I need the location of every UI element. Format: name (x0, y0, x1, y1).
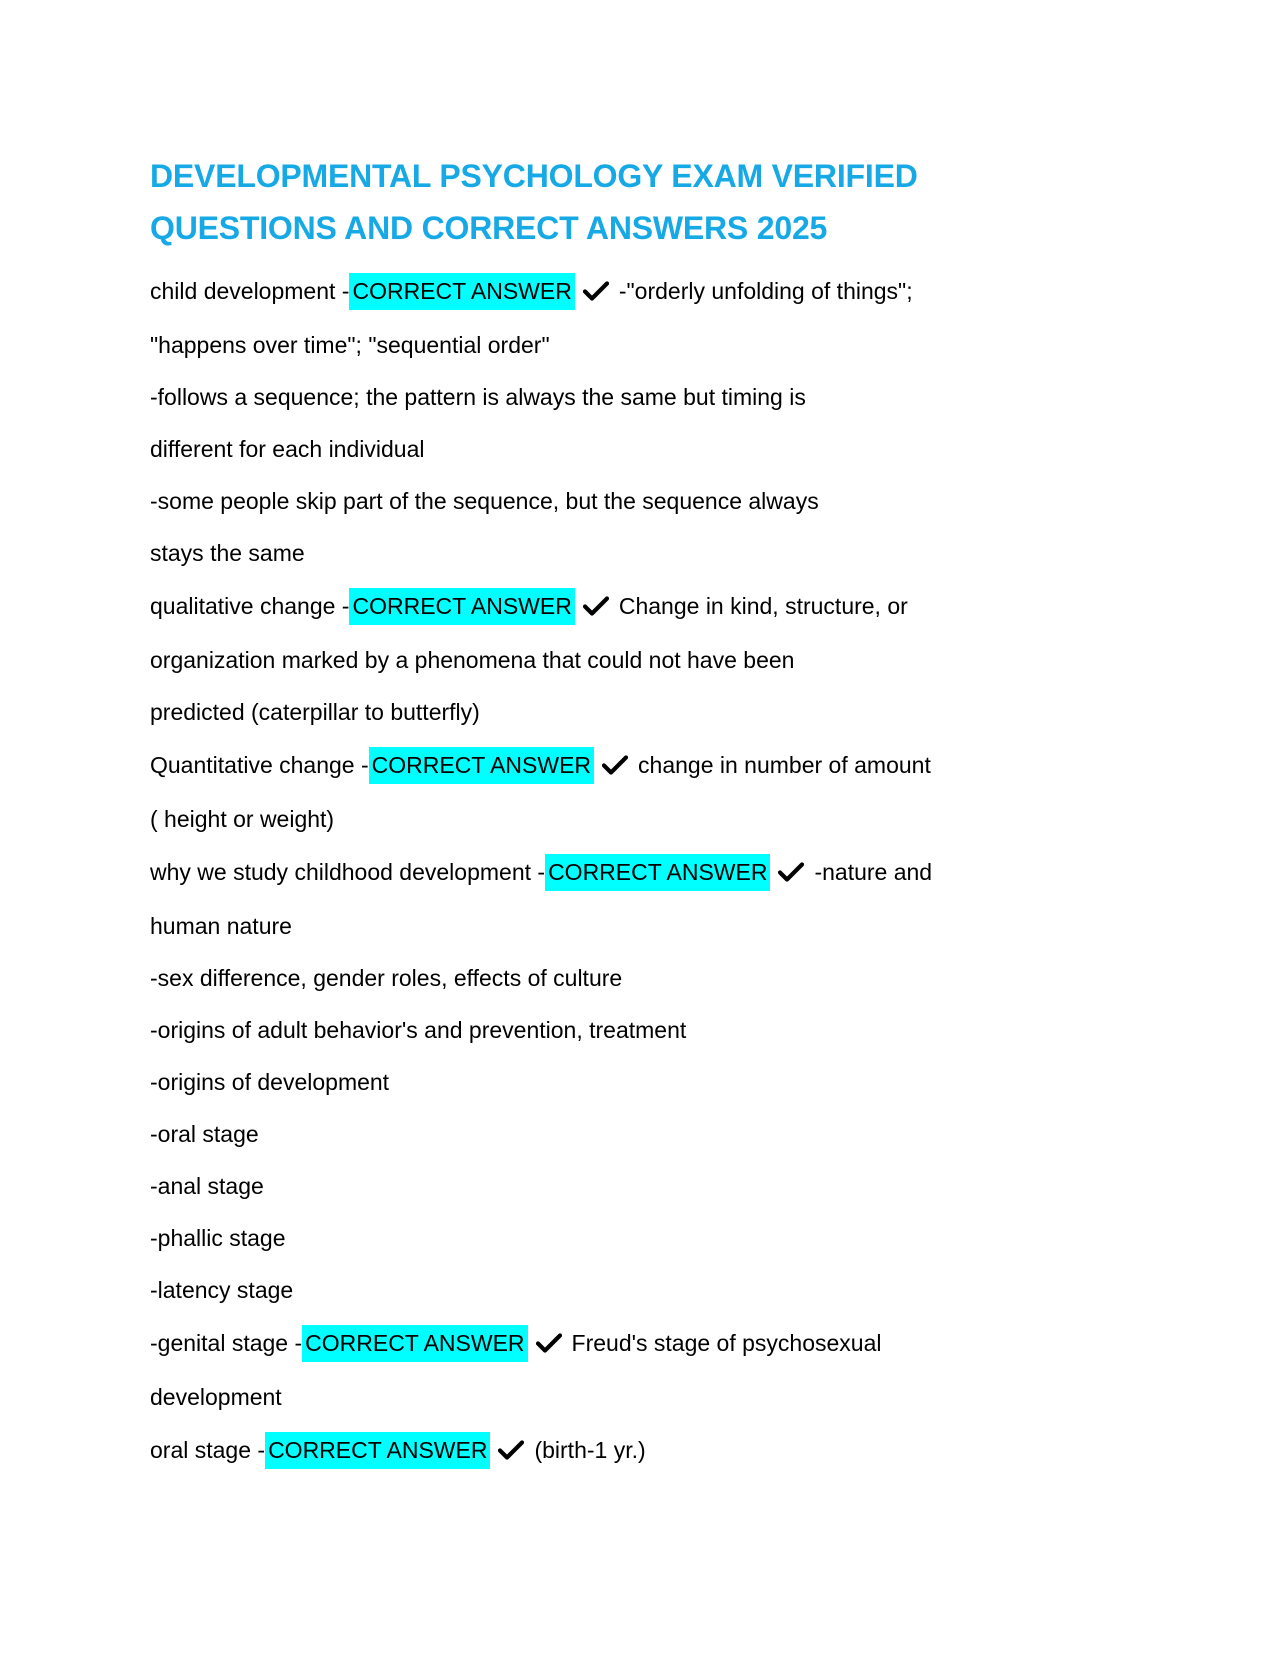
continuation-line: different for each individual (150, 436, 425, 462)
continuation-line: -anal stage (150, 1173, 264, 1199)
answer-text: -"orderly unfolding of things"; (618, 278, 913, 304)
term-text: oral stage - (150, 1437, 266, 1463)
term-text: -genital stage - (150, 1330, 303, 1356)
continuation-line: human nature (150, 913, 292, 939)
check-icon (536, 1333, 562, 1353)
document-body (150, 264, 1150, 1478)
qa-line (150, 845, 1150, 900)
term-text: qualitative change - (150, 593, 350, 619)
correct-answer-highlight: CORRECT ANSWER (369, 747, 594, 784)
correct-answer-highlight: CORRECT ANSWER (349, 588, 574, 625)
continuation-line: "happens over time"; "sequential order" (150, 332, 550, 358)
term-text: Quantitative change - (150, 752, 369, 778)
continuation-line: development (150, 1384, 282, 1410)
check-icon (583, 281, 609, 301)
answer-text: -nature and (814, 859, 933, 885)
correct-answer-highlight: CORRECT ANSWER (545, 854, 770, 891)
continuation-line: -origins of development (150, 1069, 390, 1095)
qa-line (150, 1423, 1150, 1478)
qa-line (150, 264, 1150, 319)
continuation-line: -follows a sequence; the pattern is always the same but timing is (150, 384, 806, 410)
continuation-line: -phallic stage (150, 1225, 286, 1251)
answer-text: (birth-1 yr.) (534, 1437, 646, 1463)
correct-answer-highlight: CORRECT ANSWER (302, 1325, 527, 1362)
qa-line (150, 738, 1150, 793)
qa-line (150, 579, 1150, 634)
continuation-line: -latency stage (150, 1277, 294, 1303)
title-line-2: QUESTIONS AND CORRECT ANSWERS 2025 (150, 210, 828, 246)
document-title (150, 150, 1150, 254)
check-icon (583, 596, 609, 616)
answer-text: change in number of amount (638, 752, 931, 778)
term-text: child development - (150, 278, 350, 304)
continuation-line: -origins of adult behavior's and prevention, treatment (150, 1017, 687, 1043)
correct-answer-highlight: CORRECT ANSWER (265, 1432, 490, 1469)
continuation-line: -sex difference, gender roles, effects of culture (150, 965, 623, 991)
continuation-line: predicted (caterpillar to butterfly) (150, 699, 480, 725)
continuation-line: -some people skip part of the sequence, but the sequence always (150, 488, 819, 514)
check-icon (778, 862, 804, 882)
correct-answer-highlight: CORRECT ANSWER (349, 273, 574, 310)
term-text: why we study childhood development - (150, 859, 546, 885)
check-icon (602, 755, 628, 775)
document-page (150, 150, 1150, 1478)
continuation-line: ( height or weight) (150, 806, 335, 832)
answer-text: Change in kind, structure, or (618, 593, 908, 619)
check-icon (498, 1440, 524, 1460)
title-line-1: DEVELOPMENTAL PSYCHOLOGY EXAM VERIFIED (150, 158, 918, 194)
qa-line (150, 1316, 1150, 1371)
continuation-line: -oral stage (150, 1121, 259, 1147)
continuation-line: organization marked by a phenomena that could not have been (150, 647, 795, 673)
answer-text: Freud's stage of psychosexual (571, 1330, 882, 1356)
continuation-line: stays the same (150, 540, 305, 566)
